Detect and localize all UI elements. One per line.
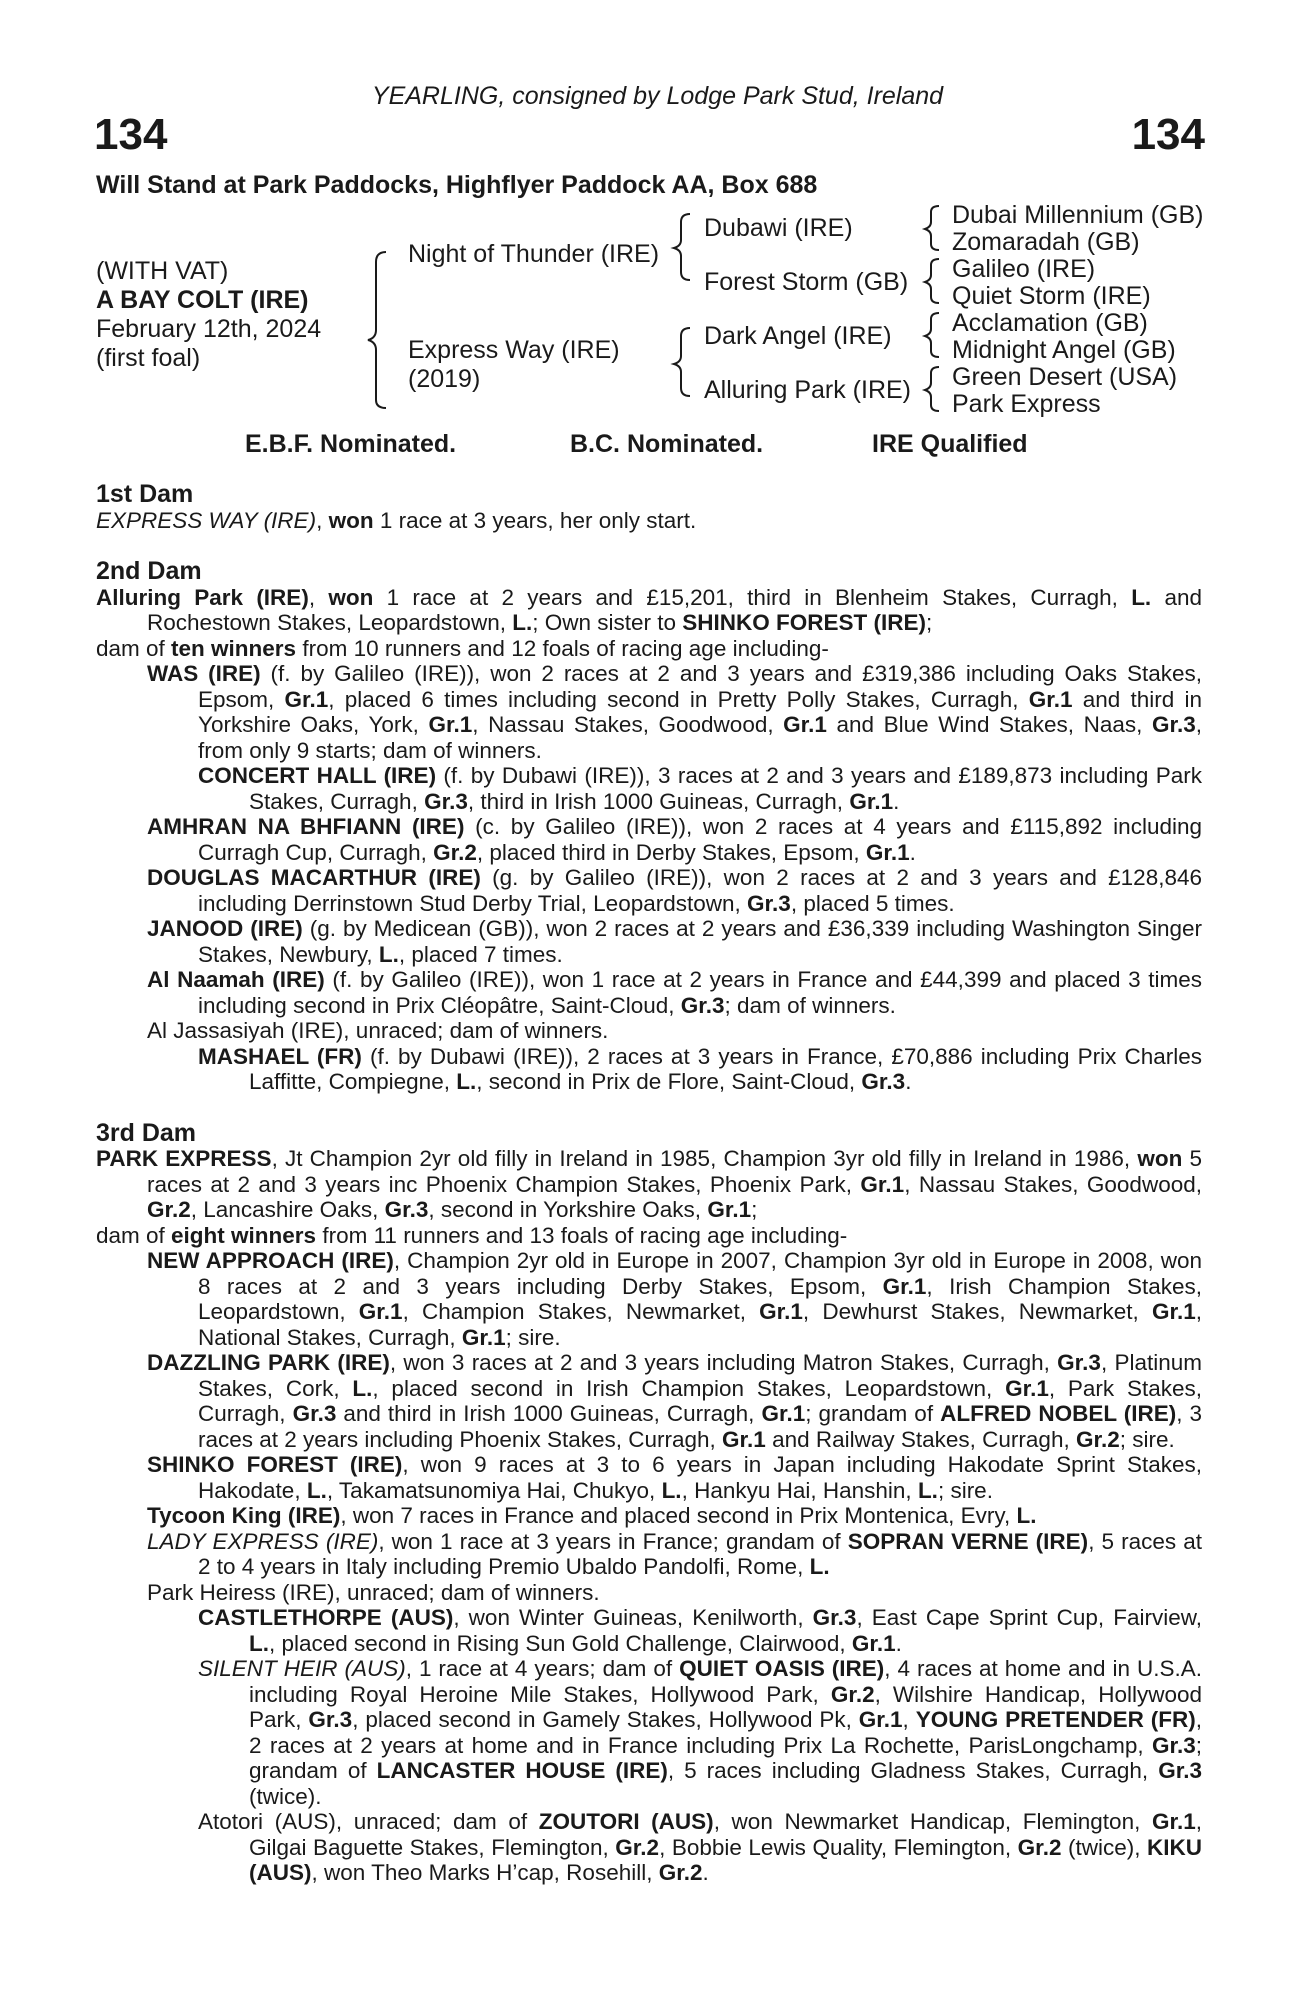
t: (f. by Dubawi (IRE)), 2 races at 3 years in France, £70,886 including Prix Charles Laffitte, Compiegne,	[249, 1043, 1202, 1094]
grade: Gr.2	[1017, 1834, 1062, 1860]
sire-dam-dam: Quiet Storm (IRE)	[952, 282, 1151, 310]
grade: Gr.2	[147, 1197, 191, 1222]
produce-name: LANCASTER HOUSE (IRE)	[376, 1758, 668, 1783]
produce-name: Al Naamah (IRE)	[147, 967, 325, 992]
t: , Irish Champion Stakes, Leopardstown,	[198, 1273, 1203, 1324]
produce-name: WAS (IRE)	[147, 661, 261, 686]
t: , placed second in Irish Champion Stakes, Leopardstown,	[372, 1375, 1006, 1401]
grade: L.	[661, 1477, 682, 1503]
t: , placed 5 times.	[790, 890, 955, 916]
won-label: won	[328, 507, 374, 533]
t: , Dewhurst Stakes, Newmarket,	[802, 1299, 1152, 1324]
t: , Jt Champion 2yr old filly in Ireland in 1985, Champion 3yr old filly in Ireland in 1986,	[271, 1146, 1138, 1171]
produce-al-jassasiyah: Al Jassasiyah (IRE), unraced; dam of winners.	[147, 1018, 609, 1043]
grade: Gr.1	[759, 1299, 803, 1324]
t: , Platinum Stakes, Cork,	[198, 1350, 1202, 1401]
grade: Gr.1	[1005, 1375, 1049, 1401]
lot-number-right: 134	[1131, 110, 1205, 159]
grade: Gr.2	[433, 839, 477, 865]
t: and third in Yorkshire Oaks, York,	[198, 686, 1203, 737]
sire: Night of Thunder (IRE)	[408, 240, 660, 268]
grade: Gr.1	[865, 839, 910, 865]
dam: Express Way (IRE)	[408, 336, 620, 364]
t: Atotori (AUS), unraced; dam of	[198, 1809, 539, 1834]
t: , Nassau Stakes, Goodwood,	[904, 1171, 1202, 1197]
dam-dam-sire: Green Desert (USA)	[952, 363, 1178, 391]
t: , Takamatsunomiya Hai, Chukyo,	[326, 1477, 662, 1503]
produce-name: KIKU (AUS)	[249, 1834, 1202, 1885]
foal-note: (first foal)	[96, 344, 201, 372]
grade: Gr.1	[858, 1707, 903, 1732]
won-label: won	[328, 584, 374, 610]
stand-location: Will Stand at Park Paddocks, Highflyer Paddock AA, Box 688	[96, 171, 818, 199]
produce-janood	[147, 916, 1202, 967]
produce-dazzling-park	[147, 1350, 1202, 1452]
produce-lady-express	[147, 1529, 1202, 1580]
produce-tycoon-king	[147, 1503, 1202, 1529]
grade: Gr.1	[428, 712, 473, 737]
t: .	[895, 1630, 902, 1656]
t: ; dam of winners.	[724, 992, 896, 1018]
produce-concert-hall	[198, 763, 1202, 814]
third-dam-record	[96, 1146, 1202, 1223]
grade: Gr.2	[658, 1860, 703, 1885]
sister-name: SHINKO FOREST (IRE)	[682, 610, 927, 635]
t: , 5 races including Gladness Stakes, Curragh,	[667, 1758, 1159, 1783]
first-dam-name: EXPRESS WAY (IRE)	[96, 507, 317, 533]
second-dam-record	[96, 585, 1202, 636]
t: and Railway Stakes, Curragh,	[765, 1426, 1076, 1452]
t: , third in Irish 1000 Guineas, Curragh,	[467, 788, 850, 814]
grade: Gr.3	[292, 1401, 337, 1426]
t: ; grandam of	[249, 1732, 1202, 1783]
t: .	[702, 1860, 709, 1885]
dam-dam: Alluring Park (IRE)	[704, 376, 911, 404]
sire-dam-sire: Galileo (IRE)	[952, 255, 1096, 283]
t: from 10 runners and 12 foals of racing age including-	[296, 635, 829, 661]
third-dam-heading: 3rd Dam	[96, 1118, 197, 1147]
produce-name: ALFRED NOBEL (IRE)	[940, 1401, 1177, 1426]
t: and Rochestown Stakes, Leopardstown,	[147, 584, 1202, 635]
t: , Wilshire Handicap, Hollywood Park,	[249, 1681, 1202, 1732]
t: , Gilgai Baguette Stakes, Flemington,	[249, 1809, 1203, 1860]
t: , second in Prix de Flore, Saint-Cloud,	[476, 1069, 862, 1094]
second-dam-heading: 2nd Dam	[96, 557, 202, 585]
t: , second in Yorkshire Oaks,	[428, 1197, 708, 1222]
grade: Gr.3	[1151, 712, 1196, 737]
t: ; grandam of	[805, 1401, 941, 1426]
produce-name: YOUNG PRETENDER (FR)	[915, 1707, 1196, 1732]
dam-year: (2019)	[408, 365, 481, 393]
t: , Champion 2yr old in Europe in 2007, Champion 3yr old in Europe in 2008, won 8 races at 2 and 3 years including Derby Stakes, Epsom,	[198, 1248, 1202, 1299]
t: ;	[751, 1197, 758, 1222]
produce-name: ZOUTORI (AUS)	[538, 1809, 714, 1834]
grade: Gr.3	[680, 992, 725, 1018]
produce-park-heiress: Park Heiress (IRE), unraced; dam of winners.	[147, 1579, 600, 1605]
third-dam-name: PARK EXPRESS	[96, 1146, 272, 1171]
dam-sire-sire: Acclamation (GB)	[952, 309, 1148, 337]
t: , 2 races at 2 years at home and in France including Prix La Rochette, ParisLongchamp,	[249, 1707, 1202, 1758]
grade: Gr.3	[747, 890, 791, 916]
grade: Gr.1	[851, 1630, 896, 1656]
t: dam of	[96, 1222, 172, 1248]
t: , placed 7 times.	[398, 941, 563, 967]
t: (g. by Medicean (GB)), won 2 races at 2 years and £36,339 including Washington Singer Stakes, Newbury,	[198, 916, 1202, 967]
produce-name: QUIET OASIS (IRE)	[679, 1656, 885, 1681]
produce-shinko-forest	[147, 1452, 1202, 1503]
grade: Gr.3	[861, 1069, 906, 1094]
grade: Gr.1	[882, 1273, 927, 1299]
grade: Gr.2	[1075, 1426, 1120, 1452]
grade: Gr.1	[461, 1324, 506, 1350]
bc-nomination: B.C. Nominated.	[570, 430, 764, 458]
t: , Lancashire Oaks,	[190, 1197, 385, 1222]
t: 5 races at 2 and 3 years inc Phoenix Champion Stakes, Phoenix Park,	[147, 1146, 1203, 1197]
grade: L.	[1016, 1503, 1037, 1528]
first-dam-heading: 1st Dam	[96, 480, 194, 508]
produce-new-approach	[147, 1248, 1202, 1350]
t: , won Theo Marks H’cap, Rosehill,	[311, 1860, 659, 1885]
grade: Gr.1	[707, 1197, 752, 1222]
t: dam of	[96, 635, 172, 661]
t: , won 1 race at 3 years in France; grandam of	[378, 1528, 848, 1554]
grade: Gr.1	[1151, 1299, 1196, 1324]
second-dam-name: Alluring Park (IRE)	[96, 584, 309, 610]
t: , 5 races at 2 to 4 years in Italy including Premio Ubaldo Pandolfi, Rome,	[198, 1528, 1202, 1579]
grade: Gr.1	[1028, 686, 1073, 712]
winners-count: ten winners	[171, 635, 297, 661]
grade: L.	[378, 941, 399, 967]
produce-name: LADY EXPRESS (IRE)	[147, 1528, 379, 1554]
t: ,	[902, 1707, 916, 1732]
grade: L.	[1131, 584, 1152, 610]
grade: L.	[249, 1630, 269, 1656]
horse-name: A BAY COLT (IRE)	[96, 286, 309, 314]
foaling-date: February 12th, 2024	[96, 315, 322, 343]
t: , 4 races at home and in U.S.A. including Royal Heroine Mile Stakes, Hollywood Park,	[249, 1656, 1202, 1707]
dam-sire-dam: Midnight Angel (GB)	[952, 336, 1176, 364]
ebf-nomination: E.B.F. Nominated.	[245, 430, 457, 458]
dam-sire: Dark Angel (IRE)	[704, 322, 892, 350]
produce-name: CONCERT HALL (IRE)	[198, 763, 437, 788]
sire-dam: Forest Storm (GB)	[704, 268, 909, 296]
grade: Gr.3	[1151, 1732, 1196, 1758]
grade: L.	[917, 1477, 938, 1503]
produce-name: SILENT HEIR (AUS)	[198, 1656, 406, 1681]
t: , Park Stakes, Curragh,	[198, 1375, 1202, 1426]
grade: Gr.1	[284, 686, 329, 712]
produce-amhran	[147, 814, 1202, 865]
grade: Gr.1	[358, 1299, 403, 1324]
t: , 3 races at 2 years including Phoenix Stakes, Curragh,	[198, 1401, 1202, 1452]
grade: Gr.3	[1057, 1350, 1101, 1375]
t: (c. by Galileo (IRE)), won 2 races at 4 years and £115,892 including Curragh Cup, Curragh,	[198, 814, 1202, 865]
grade: L.	[456, 1069, 477, 1094]
consignment-line: YEARLING, consigned by Lodge Park Stud, Ireland	[371, 82, 944, 110]
t: , 1 race at 4 years; dam of	[405, 1656, 680, 1681]
t: , Bobbie Lewis Quality, Flemington,	[659, 1834, 1018, 1860]
t: .	[909, 839, 916, 865]
produce-name: AMHRAN NA BHFIANN (IRE)	[147, 814, 465, 839]
vat-note: (WITH VAT)	[96, 257, 229, 285]
t: , National Stakes, Curragh,	[198, 1299, 1202, 1350]
t: 1 race at 2 years and £15,201, third in Blenheim Stakes, Curragh,	[373, 584, 1132, 610]
grade: L.	[306, 1477, 327, 1503]
produce-name: DOUGLAS MACARTHUR (IRE)	[147, 865, 481, 890]
produce-douglas	[147, 865, 1202, 916]
t: ;	[926, 610, 933, 635]
grade: Gr.1	[860, 1171, 905, 1197]
t: , won 3 races at 2 and 3 years including Matron Stakes, Curragh,	[389, 1350, 1058, 1375]
sire-sire-dam: Zomaradah (GB)	[952, 228, 1140, 256]
grade: Gr.1	[761, 1401, 806, 1426]
produce-name: SOPRAN VERNE (IRE)	[847, 1528, 1089, 1554]
grade: Gr.3	[308, 1707, 353, 1732]
produce-atotori	[198, 1809, 1202, 1886]
sire-sire: Dubawi (IRE)	[704, 214, 853, 242]
t: ; sire.	[937, 1477, 993, 1503]
t: , won 7 races in France and placed second in Prix Montenica, Evry,	[340, 1503, 1017, 1528]
grade: Gr.1	[1151, 1809, 1196, 1834]
t: , placed second in Rising Sun Gold Challenge, Clairwood,	[269, 1630, 852, 1656]
t: .	[905, 1069, 912, 1094]
catalogue-body	[96, 482, 1202, 1886]
dam-dam-dam: Park Express	[952, 390, 1101, 418]
produce-name: MASHAEL (FR)	[198, 1043, 362, 1069]
grade: Gr.3	[1158, 1758, 1202, 1783]
sire-sire-sire: Dubai Millennium (GB)	[952, 201, 1204, 229]
produce-mashael	[198, 1044, 1202, 1095]
t: , Champion Stakes, Newmarket,	[402, 1299, 760, 1324]
t: ; Own sister to	[532, 610, 683, 635]
produce-castlethorpe	[198, 1605, 1202, 1656]
winners-count: eight winners	[171, 1222, 317, 1248]
grade: Gr.1	[783, 712, 827, 737]
ire-qualified: IRE Qualified	[872, 430, 1028, 458]
t: (f. by Dubawi (IRE)), 3 races at 2 and 3 years and £189,873 including Park Stakes, Curragh,	[249, 763, 1202, 814]
t: ; sire.	[1119, 1426, 1175, 1452]
won-label: won	[1137, 1146, 1183, 1171]
t: , Nassau Stakes, Goodwood,	[472, 712, 784, 737]
produce-name: JANOOD (IRE)	[147, 916, 303, 941]
t: (g. by Galileo (IRE)), won 2 races at 2 and 3 years and £128,846 including Derrinstown Stud Derby Trial, Leopardstown,	[198, 865, 1202, 916]
t: .	[893, 788, 900, 814]
t: ,	[308, 584, 329, 610]
first-dam-line: EXPRESS WAY (IRE), won 1 race at 3 years, her only start.	[96, 507, 697, 533]
t: (f. by Galileo (IRE)), won 2 races at 2 and 3 years and £319,386 including Oaks Stakes, Epsom,	[198, 661, 1202, 712]
t: , placed third in Derby Stakes, Epsom,	[476, 839, 866, 865]
grade: L.	[352, 1375, 373, 1401]
produce-al-naamah	[147, 967, 1202, 1018]
grade: Gr.3	[384, 1197, 429, 1222]
third-dam-produce-summary	[96, 1223, 1202, 1249]
produce-name: DAZZLING PARK (IRE)	[147, 1350, 390, 1375]
grade: Gr.2	[830, 1681, 875, 1707]
grade: Gr.3	[424, 788, 468, 814]
produce-was	[147, 661, 1202, 763]
produce-silent-heir	[198, 1656, 1202, 1809]
produce-name: SHINKO FOREST (IRE)	[147, 1452, 403, 1477]
t: and third in Irish 1000 Guineas, Curragh,	[336, 1401, 762, 1426]
t: from 11 runners and 13 foals of racing age including-	[316, 1222, 848, 1248]
grade: Gr.1	[849, 788, 894, 814]
t: , East Cape Sprint Cup, Fairview,	[856, 1605, 1202, 1630]
t: , placed 6 times including second in Pretty Polly Stakes, Curragh,	[328, 686, 1029, 712]
produce-name: NEW APPROACH (IRE)	[147, 1248, 394, 1273]
t: , won Winter Guineas, Kenilworth,	[453, 1605, 813, 1630]
lot-number-left: 134	[94, 110, 168, 159]
t: ; sire.	[505, 1324, 561, 1350]
produce-name: CASTLETHORPE (AUS)	[198, 1605, 454, 1630]
t: , placed second in Gamely Stakes, Hollywood Pk,	[352, 1707, 859, 1732]
t: , Hankyu Hai, Hanshin,	[681, 1477, 918, 1503]
grade: L.	[512, 610, 533, 635]
t: and Blue Wind Stakes, Naas,	[826, 712, 1152, 737]
first-dam-record: 1 race at 3 years, her only start.	[379, 507, 697, 533]
t: , won 9 races at 3 to 6 years in Japan including Hakodate Sprint Stakes, Hakodate,	[198, 1452, 1202, 1503]
grade: Gr.1	[722, 1426, 766, 1452]
second-dam-produce-summary	[96, 636, 1202, 662]
grade: L.	[809, 1554, 830, 1579]
t: , from only 9 starts; dam of winners.	[198, 712, 1203, 763]
produce-name: Tycoon King (IRE)	[147, 1503, 341, 1528]
grade: Gr.3	[812, 1605, 857, 1630]
t: (twice),	[1061, 1834, 1147, 1860]
grade: Gr.2	[615, 1834, 660, 1860]
t: (f. by Galileo (IRE)), won 1 race at 2 years in France and £44,399 and placed 3 times including second in Prix Cléopâtre, Saint-Cloud,	[198, 967, 1202, 1018]
t: (twice).	[249, 1783, 322, 1809]
t: , won Newmarket Handicap, Flemington,	[713, 1809, 1152, 1834]
